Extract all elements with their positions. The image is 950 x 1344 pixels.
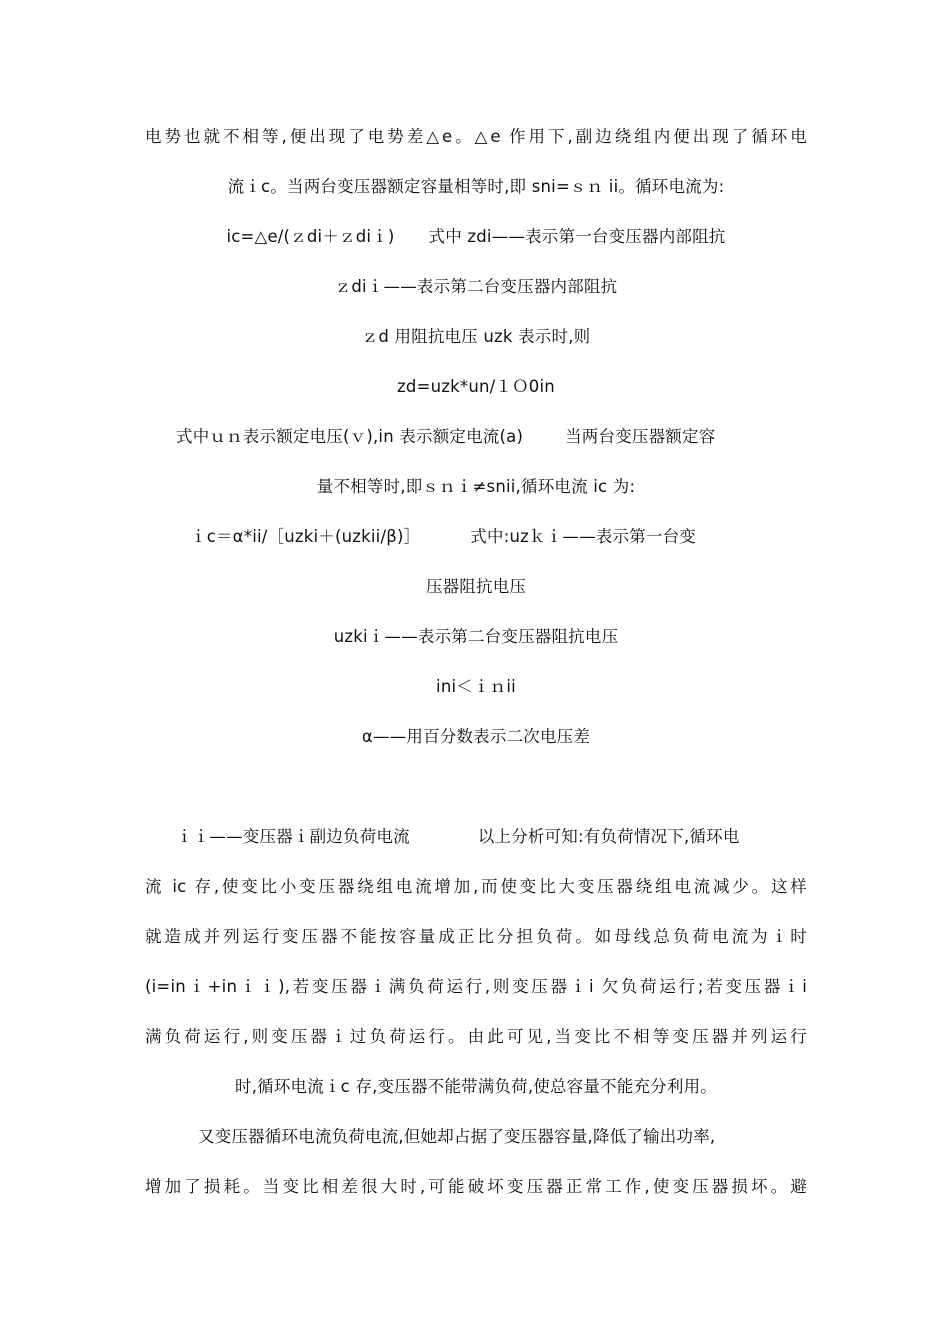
- formula-ic: ic=△e/(ｚdi＋ｚdiｉ): [226, 227, 395, 246]
- text-line-zd: ｚd 用阻抗电压 uzk 表示时,则: [361, 327, 591, 346]
- formula-ic-explanation: 式中 zdi——表示第一台变压器内部阻抗: [428, 227, 726, 246]
- text-analysis-start: 以上分析可知:有负荷情况下,循环电: [477, 827, 740, 846]
- formula-line-ic: [145, 225, 807, 249]
- text-line-alpha: α——用百分数表示二次电压差: [361, 727, 591, 746]
- text-line-voltage: [176, 425, 807, 449]
- formula-ic-unequal: ｉc＝α*ii/［uzki＋(uzkii/β)］: [190, 527, 421, 546]
- paragraph-line-1: 流 ic 存,使变比小变压器绕组电流增加,而使变比大变压器绕组电流减少。这样: [145, 877, 807, 896]
- text-line-load-current: [176, 825, 807, 849]
- paragraph-2-line-2: 增加了损耗。当变比相差很大时,可能破坏变压器正常工作,使变压器损坏。避: [145, 1177, 807, 1196]
- paragraph-line-2: 就造成并列运行变压器不能按容量成正比分担负荷。如母线总负荷电流为ｉ时: [145, 927, 807, 946]
- text-line-1: 电势也就不相等,便出现了电势差△e。△e 作用下,副边绕组内便出现了循环电: [145, 127, 807, 146]
- text-line-2: 流ｉc。当两台变压器额定容量相等时,即 sni=ｓｎ ii。循环电流为:: [227, 177, 725, 196]
- formula-zd: zd=uzk*un/１Ｏ0in: [397, 377, 555, 396]
- formula-line-ic-unequal: [190, 525, 807, 549]
- text-line-capacity-unequal: 量不相等时,即ｓｎｉ≠snii,循环电流 ic 为:: [316, 477, 636, 496]
- formula-uzki-explanation: 式中:uzｋｉ——表示第一台变: [470, 527, 696, 546]
- paragraph-2-line-1: 又变压器循环电流负荷电流,但她却占据了变压器容量,降低了输出功率,: [198, 1127, 716, 1146]
- paragraph-line-5: 时,循环电流ｉc 存,变压器不能带满负荷,使总容量不能充分利用。: [235, 1077, 717, 1096]
- paragraph-line-3: (i=inｉ+inｉｉ),若变压器ｉ满负荷运行,则变压器ｉi 欠负荷运行;若变压器ｉi: [145, 977, 807, 996]
- text-line-zdii: ｚdiｉ——表示第二台变压器内部阻抗: [334, 277, 618, 296]
- text-line-impedance-voltage: 压器阻抗电压: [425, 577, 527, 596]
- text-line-ini: ini＜ｉｎii: [436, 677, 516, 696]
- text-secondary-current: ｉｉ——变压器ｉ副边负荷电流: [176, 827, 410, 846]
- text-voltage-definition: 式中ｕｎ表示额定电压(ｖ),in 表示额定电流(a): [176, 427, 524, 446]
- text-capacity-start: 当两台变压器额定容: [565, 427, 716, 446]
- paragraph-line-4: 满负荷运行,则变压器ｉ过负荷运行。由此可见,当变比不相等变压器并列运行: [145, 1027, 807, 1046]
- text-line-uzkii: uzkiｉ——表示第二台变压器阻抗电压: [333, 627, 619, 646]
